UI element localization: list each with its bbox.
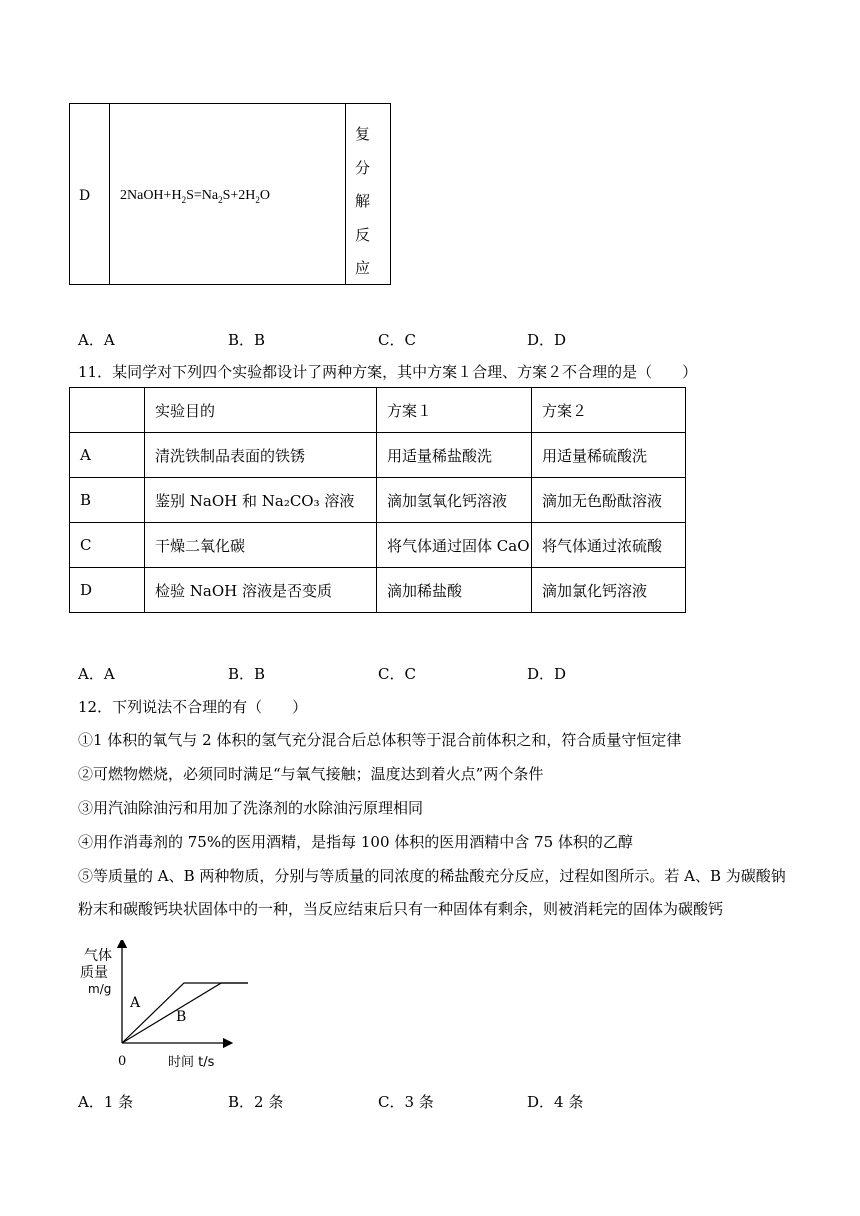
y-label-line2: 质量 xyxy=(80,965,108,981)
q12-option-b[interactable]: B．2 条 xyxy=(228,1093,284,1111)
q10-equation: $2NaOH+H_2S=Na_2S+2H_2O$ xyxy=(120,188,270,205)
q11-option-c[interactable]: C．C xyxy=(378,665,416,683)
q11-row-plan1: 将气体通过固体 CaO xyxy=(377,523,532,568)
q11-option-d[interactable]: D．D xyxy=(527,665,567,683)
table-row xyxy=(70,478,686,523)
q12-statement-3: ③用汽油除油污和用加了洗涤剂的水除油污原理相同 xyxy=(78,799,424,817)
q11-row-plan2: 滴加氯化钙溶液 xyxy=(532,568,686,613)
q11-row-purpose: 干燥二氧化碳 xyxy=(145,523,377,568)
q11-row-purpose: 清洗铁制品表面的铁锈 xyxy=(145,433,377,478)
q12-option-c[interactable]: C．3 条 xyxy=(378,1093,434,1111)
x-label: 时间 t/s xyxy=(168,1055,215,1070)
q10-reaction-type: 复 分 解 反 应 xyxy=(355,125,371,277)
reaction-graph xyxy=(78,940,248,1075)
q11-header-row xyxy=(70,388,686,433)
q12-stem: 12．下列说法不合理的有（ ） xyxy=(78,698,308,716)
origin-label: 0 xyxy=(118,1054,127,1069)
q12-statement-4: ④用作消毒剂的 75%的医用酒精，是指每 100 体积的医用酒精中含 75 体积的乙醇 xyxy=(78,833,633,851)
q11-row-plan2: 滴加无色酚酞溶液 xyxy=(532,478,686,523)
q11-header-blank xyxy=(70,388,145,433)
q11-header-purpose: 实验目的 xyxy=(145,388,377,433)
series-label-a: A xyxy=(130,995,141,1011)
q10-table xyxy=(69,103,391,285)
table-row xyxy=(70,433,686,478)
q11-row-plan2: 用适量稀硫酸洗 xyxy=(532,433,686,478)
q11-row-purpose: 检验 NaOH 溶液是否变质 xyxy=(145,568,377,613)
q10-row-letter-cell xyxy=(70,104,110,284)
q12-statement-5-line1: ⑤等质量的 A、B 两种物质，分别与等质量的同浓度的稀盐酸充分反应，过程如图所示。若 A、B 为碳酸钠 xyxy=(78,867,786,885)
q11-row-plan2: 将气体通过浓硫酸 xyxy=(532,523,686,568)
q12-statement-1: ①1 体积的氧气与 2 体积的氢气充分混合后总体积等于混合前体积之和，符合质量守恒定律 xyxy=(78,731,682,749)
q11-row-plan1: 滴加氢氧化钙溶液 xyxy=(377,478,532,523)
q11-row-purpose: 鉴别 NaOH 和 Na₂CO₃ 溶液 xyxy=(145,478,377,523)
q12-option-a[interactable]: A．1 条 xyxy=(78,1093,134,1111)
q11-option-b[interactable]: B．B xyxy=(228,665,266,683)
q11-option-a[interactable]: A．A xyxy=(78,665,115,683)
q10-option-b[interactable]: B．B xyxy=(228,331,266,349)
q11-row-letter: D xyxy=(70,568,145,613)
q11-row-letter: A xyxy=(70,433,145,478)
q10-option-a[interactable]: A．A xyxy=(78,331,115,349)
y-label-line1: 气体 xyxy=(84,948,112,964)
q10-row-letter: D xyxy=(79,188,91,204)
q11-row-plan1: 用适量稀盐酸洗 xyxy=(377,433,532,478)
q11-row-letter: C xyxy=(70,523,145,568)
q11-row-plan1: 滴加稀盐酸 xyxy=(377,568,532,613)
q12-statement-5-line2: 粉末和碳酸钙块状固体中的一种，当反应结束后只有一种固体有剩余，则被消耗完的固体为碳酸钙 xyxy=(78,900,724,918)
q12-option-d[interactable]: D．4 条 xyxy=(527,1093,584,1111)
q10-option-d[interactable]: D．D xyxy=(527,331,567,349)
y-label-unit: m/g xyxy=(88,982,112,996)
q11-row-letter: B xyxy=(70,478,145,523)
q12-statement-2: ②可燃物燃烧，必须同时满足“与氧气接触；温度达到着火点”两个条件 xyxy=(78,765,544,783)
table-row xyxy=(70,568,686,613)
q10-option-c[interactable]: C．C xyxy=(378,331,416,349)
series-label-b: B xyxy=(176,1009,187,1025)
table-row xyxy=(70,523,686,568)
q11-header-plan2: 方案２ xyxy=(532,388,686,433)
q11-header-plan1: 方案１ xyxy=(377,388,532,433)
q11-stem: 11．某同学对下列四个实验都设计了两种方案，其中方案１合理、方案２不合理的是（ ） xyxy=(78,363,698,381)
q11-table xyxy=(69,387,686,613)
q10-equation-cell xyxy=(110,104,346,284)
